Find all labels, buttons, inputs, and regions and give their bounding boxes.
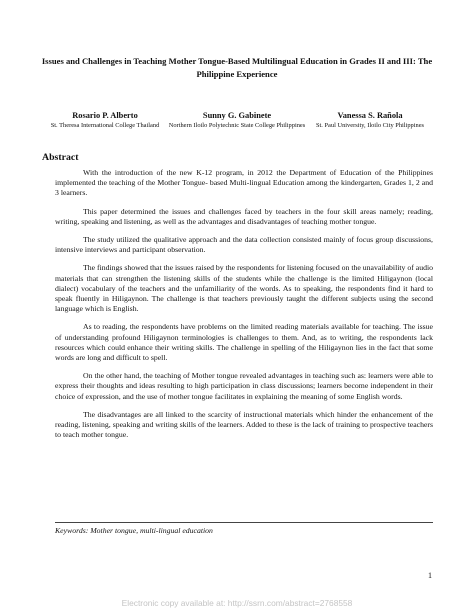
abstract-paragraph: The disadvantages are all linked to the scarcity of instructional materials which hinder the enhancement of the reading, listening, speaking and writing skills of the learners. Added to these is the lack of training to prospective teachers to teach mother tongue.: [55, 409, 433, 440]
author-block: [40, 110, 434, 140]
abstract-heading: Abstract: [42, 152, 79, 163]
keywords-text: Keywords: Mother tongue, multi-lingual education: [55, 526, 213, 535]
ssrn-footer-link[interactable]: Electronic copy available at: http://ssrn.com/abstract=2768558: [121, 598, 353, 608]
page-number: 1: [428, 571, 432, 580]
abstract-paragraph: This paper determined the issues and challenges faced by teachers in the four skill areas namely; reading, writing, speaking and listening, as well as the advantages and disadvantages of teaching mother tongue.: [55, 206, 433, 226]
abstract-paragraph: With the introduction of the new K-12 program, in 2012 the Department of Education of the Philippines implemented the teaching of the Mother Tongue- based Multi-lingual Education among the kindergarten, Grades 1, 2 and 3 learners.: [55, 168, 433, 198]
author-2: [167, 110, 307, 130]
abstract-paragraph: On the other hand, the teaching of Mother tongue revealed advantages in teaching such as: learners were able to express their thoughts and ideas resulting to high participation in class discussions; learners become independent in their choice of expression, and the use of mother tongue facilitates in explaining the meaning of some English words.: [55, 371, 433, 401]
abstract-paragraph: The findings showed that the issues raised by the respondents for listening focused on the unavailability of audio materials that can strengthen the listening skills of the students while the challenge is the limited Hiligaynon (local dialect) vocabulary of the teachers and the unfamiliarity of the words. As to speaking, the respondents find it hard to speak fluently in Hiligaynon. The challenge is that teachers previously taught the different subjects using the second language which is English.: [55, 263, 433, 314]
abstract-paragraph: As to reading, the respondents have problems on the limited reading materials available for teaching. The issue of understanding profound Hiligaynon terminologies is challenges to them. And, as to writing, the respondents lack resources which could enhance their writing skills. The challenge in spelling of the Hiligaynon lies in the fact that some words are long and difficult to spell.: [55, 322, 433, 363]
paper-title: Issues and Challenges in Teaching Mother Tongue-Based Multilingual Education in Grades II and III: The Philippine Experience: [41, 56, 433, 79]
author-3: [300, 110, 440, 130]
abstract-body: [55, 168, 433, 448]
author-affiliation: St. Paul University, Iloilo City Philippines: [315, 122, 425, 129]
author-affiliation: St. Theresa International College Thailand: [50, 122, 160, 129]
keywords-line: [55, 526, 433, 536]
author-affiliation: Northern Iloilo Polytechnic State College Philippines: [168, 122, 306, 129]
abstract-paragraph: The study utilized the qualitative approach and the data collection consisted mainly of focus group discussions, intensive interviews and participant observation.: [55, 235, 433, 255]
author-name: Rosario P. Alberto: [72, 111, 138, 120]
author-name: Vanessa S. Rañola: [337, 111, 403, 120]
author-1: [35, 110, 175, 130]
author-name: Sunny G. Gabinete: [202, 111, 272, 120]
keywords-divider: [55, 522, 433, 523]
